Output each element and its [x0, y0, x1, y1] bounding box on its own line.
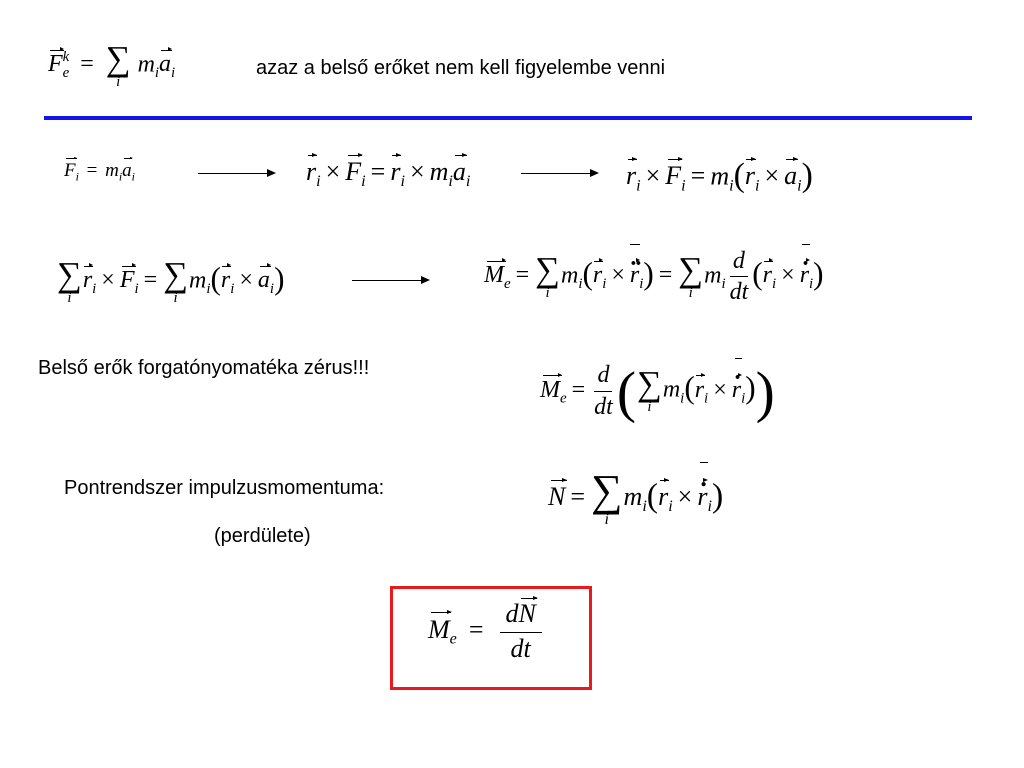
sub-i: i [316, 173, 321, 191]
paren-left: ( [210, 261, 221, 297]
sym-m: m [105, 160, 119, 181]
op-times: × [101, 267, 115, 294]
paren-left: ( [646, 477, 659, 515]
sub-i: i [75, 170, 79, 184]
vector-F: F [345, 157, 362, 186]
idx-i: i [173, 290, 178, 307]
sub-i: i [741, 390, 746, 407]
sub-i: i [578, 276, 583, 293]
op-times: × [677, 482, 693, 512]
sub-i: i [680, 390, 685, 407]
sub-e: e [449, 630, 457, 648]
idx-i: i [647, 399, 652, 416]
sub-e: e [62, 65, 70, 82]
sub-i: i [636, 177, 641, 195]
frac-den: dt [510, 633, 531, 663]
vector-a: a [159, 51, 172, 78]
vector-M: M [428, 614, 450, 644]
op-times: × [611, 262, 625, 289]
sub-i: i [681, 177, 686, 195]
sum-i [535, 249, 560, 301]
op-eq: = [515, 262, 530, 289]
sub-i: i [269, 281, 275, 298]
sub-i: i [134, 281, 139, 298]
vector-a: a [257, 267, 270, 294]
vector-r: r [390, 157, 401, 186]
equation-result [428, 600, 546, 663]
paren-right: ) [813, 255, 824, 291]
vector-M: M [540, 376, 560, 403]
sub-i: i [639, 276, 644, 293]
vector-r: r [762, 262, 772, 289]
sigma: ∑ [591, 466, 623, 515]
op-eq: = [370, 157, 386, 186]
sub-i: i [448, 173, 453, 191]
paren-left: ( [684, 370, 695, 406]
op-times: × [325, 157, 341, 186]
vector-r: r [592, 262, 603, 289]
sub-i: i [721, 276, 726, 293]
frac-num: d [730, 248, 748, 277]
idx-i: i [688, 284, 693, 301]
vector-r: r [658, 482, 669, 512]
arrow-right-icon [521, 173, 597, 174]
op-times: × [764, 161, 780, 191]
frac-num [500, 600, 542, 633]
sigma: ∑ [57, 255, 82, 294]
vector-F: F [119, 267, 135, 294]
divider-rule [44, 116, 972, 120]
sub-e: e [504, 276, 511, 293]
note-internal-forces: azaz a belső erőket nem kell figyelembe venni [256, 57, 666, 79]
sigma: ∑ [535, 249, 560, 289]
sum-i [637, 364, 662, 416]
idx-i: i [116, 74, 121, 91]
op-times: × [781, 262, 795, 289]
big-paren-right: ) [755, 361, 775, 424]
internal-torque-zero-text: Belső erők forgatónyomatéka zérus!!! [38, 357, 370, 379]
idx-i: i [67, 290, 72, 307]
sub-i: i [754, 177, 760, 195]
vector-F: F [64, 160, 76, 181]
sym-m: m [560, 262, 579, 289]
op-times: × [713, 376, 727, 403]
vector-a: a [122, 160, 132, 181]
vector-r-dot: . r [697, 482, 707, 512]
op-eq: = [658, 262, 673, 289]
angular-momentum-label: Pontrendszer impulzusmomentuma: [64, 477, 385, 499]
big-paren-left: ( [616, 361, 637, 424]
sym-m: m [704, 262, 722, 289]
equation-external-force [48, 39, 176, 91]
sub-i: i [230, 281, 235, 298]
sigma: ∑ [678, 249, 704, 289]
sum-i [591, 466, 623, 528]
sub-i: i [729, 177, 734, 195]
idx-i: i [604, 510, 610, 528]
vector-r: r [82, 267, 93, 294]
sum-i [105, 39, 131, 91]
sym-m: m [189, 267, 207, 294]
frac-den: dt [594, 393, 613, 420]
op-eq: = [571, 376, 586, 403]
sym-m: m [429, 157, 449, 186]
vector-r: r [306, 157, 317, 186]
op-eq: = [86, 160, 98, 181]
vector-N: N [548, 482, 566, 512]
paren-right: ) [801, 157, 813, 194]
equation-angular-momentum [548, 466, 724, 528]
spin-label: (perdülete) [214, 525, 311, 547]
vector-r-ddot: .. r [630, 262, 639, 289]
equation-cross-product-factored [626, 157, 813, 195]
sigma: ∑ [163, 255, 189, 294]
vector-M: M [484, 262, 504, 289]
vector-a: a [452, 157, 466, 186]
sub-i: i [400, 173, 405, 191]
equation-external-torque-derivative [484, 248, 824, 306]
sum-i [678, 249, 704, 301]
equation-newton [64, 160, 135, 184]
fraction-d-dt [594, 362, 613, 420]
arrow-right-icon [352, 280, 428, 281]
op-eq: = [570, 482, 586, 512]
paren-right: ) [745, 370, 756, 406]
sub-i: i [797, 177, 802, 195]
sub-i: i [668, 498, 673, 516]
sup-k: k [62, 49, 70, 66]
vector-N: N [518, 599, 536, 628]
sub-i: i [154, 65, 160, 82]
equation-summed-torque [56, 255, 285, 307]
sub-i: i [171, 65, 176, 82]
equation-external-torque-total [540, 360, 775, 425]
sub-i: i [92, 281, 97, 298]
sub-e: e [560, 390, 567, 407]
sigma: ∑ [637, 364, 662, 404]
sub-i: i [642, 498, 647, 516]
sigma: ∑ [105, 39, 131, 78]
sym-m: m [137, 51, 155, 78]
op-times: × [409, 157, 425, 186]
sub-i: i [465, 173, 471, 191]
paren-left: ( [582, 255, 593, 291]
idx-i: i [545, 284, 550, 301]
sub-i: i [707, 498, 712, 516]
op-times: × [645, 161, 661, 191]
op-eq: = [143, 267, 158, 294]
paren-right: ) [711, 477, 724, 515]
vector-F: F [665, 161, 682, 191]
sym-d: d [505, 599, 519, 628]
arrow-right-icon [198, 173, 274, 174]
frac-num: d [594, 362, 612, 391]
equation-cross-product [306, 157, 470, 191]
sub-i: i [361, 173, 366, 191]
sub-i: i [206, 281, 211, 298]
paren-right: ) [274, 261, 285, 297]
sub-i: i [809, 276, 814, 293]
sub-i: i [602, 276, 607, 293]
sub-i: i [131, 170, 135, 184]
vector-a: a [784, 161, 798, 191]
paren-left: ( [752, 255, 763, 291]
fraction-dN-dt [500, 600, 542, 663]
vector-r: r [626, 161, 637, 191]
sym-m: m [662, 376, 681, 403]
vector-r-dot: . r [732, 377, 741, 404]
sym-m: m [623, 482, 643, 512]
sub-i: i [704, 390, 709, 407]
frac-den: dt [729, 279, 749, 306]
fraction-d-dt [730, 248, 749, 306]
vector-r: r [744, 161, 755, 191]
sub-i: i [772, 276, 777, 293]
op-eq: = [468, 614, 484, 644]
sum-i [57, 255, 82, 307]
sum-i [163, 255, 189, 307]
sub-i: i [118, 170, 123, 184]
paren-left: ( [733, 157, 745, 194]
vector-r: r [694, 376, 705, 403]
op-times: × [239, 267, 253, 294]
vector-r: r [220, 267, 231, 294]
op-eq: = [80, 51, 94, 78]
paren-right: ) [643, 255, 654, 291]
vector-F: F [48, 51, 63, 78]
sym-m: m [710, 161, 730, 191]
op-eq: = [690, 161, 706, 191]
vector-r-dot: . r [800, 262, 809, 289]
